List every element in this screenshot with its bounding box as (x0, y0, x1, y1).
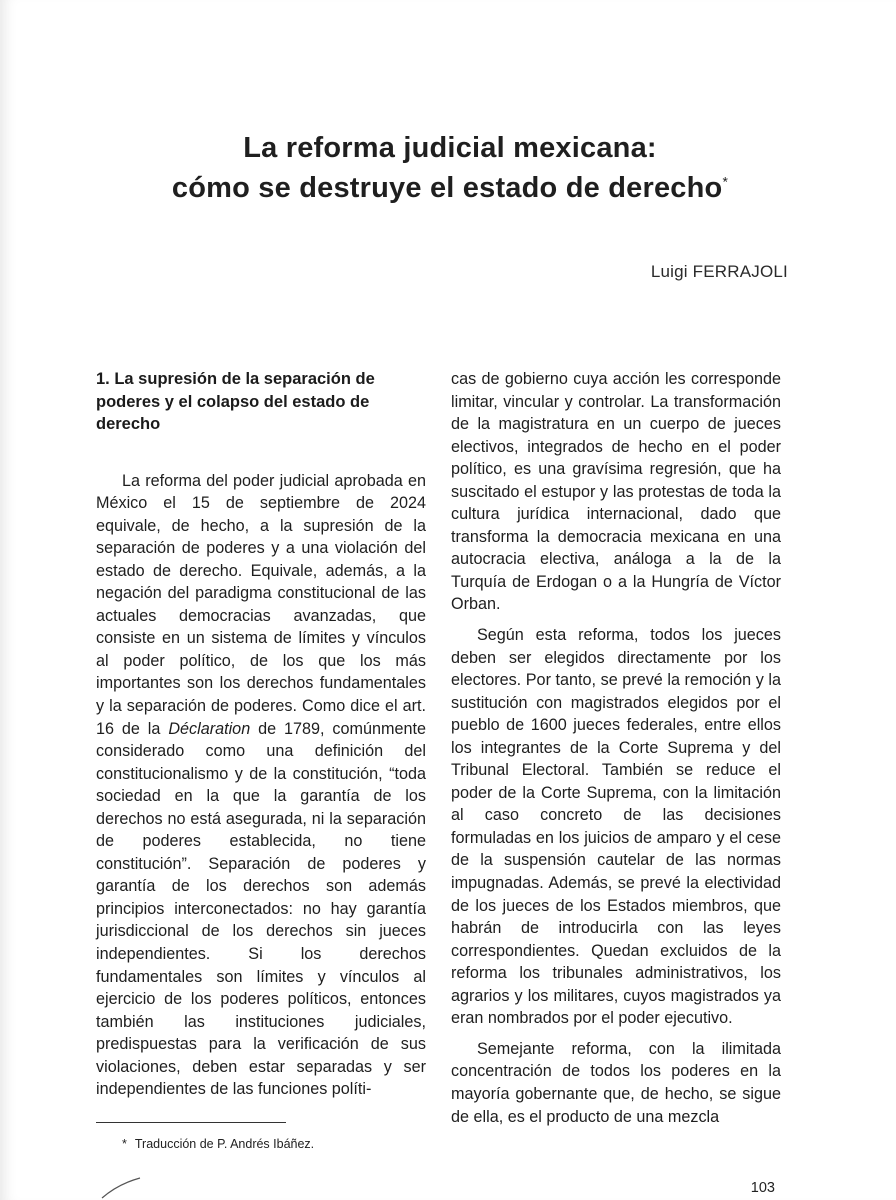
title-line-2 (110, 168, 790, 208)
footnote-text: Traducción de P. Andrés Ibáñez. (134, 1137, 315, 1151)
title-footnote-marker: * (722, 173, 729, 190)
footnote (122, 1137, 314, 1151)
right-column (451, 368, 781, 1128)
footnote-divider (96, 1122, 286, 1123)
title-line-2-text: cómo se destruye el estado de derecho (171, 172, 723, 204)
right-paragraph-3: Semejante reforma, con la ilimitada concentración de todos los poderes en la mayoría gobernante que, de hecho, se sigue de ella, es el producto de una mezcla (451, 1039, 781, 1126)
author-name: Luigi FERRAJOLI (650, 262, 788, 281)
article-title (110, 128, 790, 208)
corner-scribble-icon (100, 1176, 150, 1200)
declaration-italic: Déclaration (168, 719, 251, 738)
left-paragraph-1-part-a: La reforma del poder judicial aprobada en México el 15 de septiembre de 2024 equivale, de hecho, a la supresión de la separación de poderes y a una violación del estado de derecho. Equivale, además, a la negación del paradigma constitucional de las actuales democracias avanzadas, que consiste en un sistema de límites y vínculos al poder político, de los que los más importantes son los derechos fundamentales y la separación de poderes. Como dice el art. 16 de la (96, 471, 426, 738)
title-line-1: La reforma judicial mexicana: (243, 132, 657, 164)
left-paragraph-1 (96, 470, 426, 1101)
right-paragraph-1: cas de gobierno cuya acción les corresponde limitar, vincular y controlar. La transformación de la magistratura en un cuerpo de jueces electivos, integrados de hecho en el poder político, es una gravísima regresión, que ha suscitado el estupor y las protestas de toda la cultura jurídica internacional, dado que transforma la democracia mexicana en una autocracia electiva, análoga a la de la Turquía de Erdogan o a la Hungría de Víctor Orban. (451, 370, 781, 614)
left-column (96, 368, 426, 1101)
section-heading: 1. La supresión de la separación de poderes y el colapso del estado de derecho (96, 370, 375, 433)
right-paragraph-2: Según esta reforma, todos los jueces deben ser elegidos directamente por los electores. Por tanto, se prevé la remoción y la sustitución con magistrados elegidos por el pueblo de 1600 jueces federales, entre ellos los integrantes de la Corte Suprema y del Tribunal Electoral. También se reduce el poder de la Corte Suprema, con la limitación al caso concreto de las decisiones formuladas en los juicios de amparo y el cese de la suspensión cautelar de las normas impugnadas. Además, se prevé la electividad de los jueces de los Estados miembros, que habrán de introducirla con las leyes correspondientes. Quedan excluidos de la reforma los tribunales administrativos, los agrarios y los militares, cuyos magistrados ya eran nombrados por el poder ejecutivo. (451, 626, 781, 1028)
footnote-marker: * (122, 1137, 127, 1151)
page-number: 103 (750, 1180, 775, 1196)
left-paragraph-1-part-b: de 1789, comúnmente considerado como una definición del constitucionalismo y de la constitución, “toda sociedad en la que la garantía de los derechos no está asegurada, ni la separación de poderes establecida, no tiene constitución”. Separación de poderes y garantía de los derechos son además principios interconectados: no hay garantía jurisdiccional de los derechos sin jueces independientes. Si los derechos fundamentales son límites y vínculos al ejercicio de los poderes políticos, entonces también las instituciones judiciales, predispuestas para la verificación de sus violaciones, deben estar separadas y ser independientes de las funciones políti- (96, 719, 426, 1099)
